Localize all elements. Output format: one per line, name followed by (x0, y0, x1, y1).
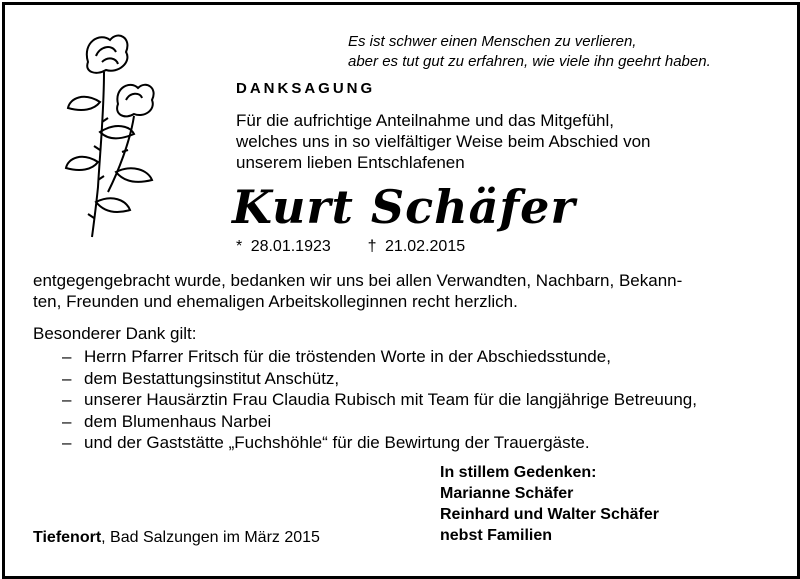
list-item-text: unserer Hausärztin Frau Claudia Rubisch mit Team für die langjährige Betreuung, (84, 390, 697, 409)
heading: DANKSAGUNG (236, 80, 376, 97)
body-text (33, 270, 682, 312)
signoff-line: Reinhard und Walter Schäfer (440, 506, 659, 523)
death-date: 21.02.2015 (385, 238, 466, 255)
list-item-text: dem Bestattungsinstitut Anschütz, (84, 368, 340, 388)
dash-bullet: – (62, 411, 72, 431)
list-item (62, 368, 697, 390)
list-item (62, 389, 697, 411)
special-thanks-title: Besonderer Dank gilt: (33, 324, 197, 343)
list-item-text: Herrn Pfarrer Fritsch für die tröstenden Worte in der Abschiedsstunde, (84, 347, 611, 366)
rose-illustration (60, 22, 180, 244)
death-symbol: † (367, 238, 377, 255)
dash-bullet: – (62, 347, 72, 366)
body-line: ten, Freunden und ehemaligen Arbeitskolleginnen recht herzlich. (33, 292, 518, 311)
body-line: entgegengebracht wurde, bedanken wir uns bei allen Verwandten, Nachbarn, Bekann- (33, 271, 683, 290)
dash-bullet: – (62, 368, 72, 388)
intro-text (236, 110, 651, 173)
quote-line-2: aber es tut gut zu erfahren, wie viele ihn geehrt haben. (348, 53, 711, 70)
special-thanks-list (62, 346, 697, 454)
place-rest: , Bad Salzungen im März 2015 (101, 529, 320, 546)
intro-line: Für die aufrichtige Anteilnahme und das Mitgefühl, (236, 111, 615, 130)
deceased-name: Kurt Schäfer (232, 180, 576, 234)
list-item-text: und der Gaststätte „Fuchshöhle“ für die Bewirtung der Trauergäste. (84, 433, 590, 452)
signoff-line: In stillem Gedenken: (440, 464, 597, 481)
dash-bullet: – (62, 433, 72, 452)
birth-symbol: * (236, 238, 243, 255)
signoff-line: nebst Familien (440, 527, 553, 544)
place-date (33, 529, 320, 547)
life-dates (236, 238, 469, 256)
place-town: Tiefenort (33, 529, 102, 546)
quote (348, 32, 711, 72)
intro-line: unserem lieben Entschlafenen (236, 153, 465, 172)
dash-bullet: – (62, 390, 72, 409)
list-item-text: dem Blumenhaus Narbei (84, 411, 272, 431)
signoff (440, 462, 659, 546)
intro-line: welches uns in so vielfältiger Weise beim Abschied von (236, 132, 651, 151)
list-item (62, 432, 697, 454)
quote-line-1: Es ist schwer einen Menschen zu verlieren, (348, 33, 637, 50)
list-item (62, 411, 697, 433)
signoff-line: Marianne Schäfer (440, 485, 574, 502)
list-item (62, 346, 697, 368)
birth-date: 28.01.1923 (250, 238, 331, 255)
